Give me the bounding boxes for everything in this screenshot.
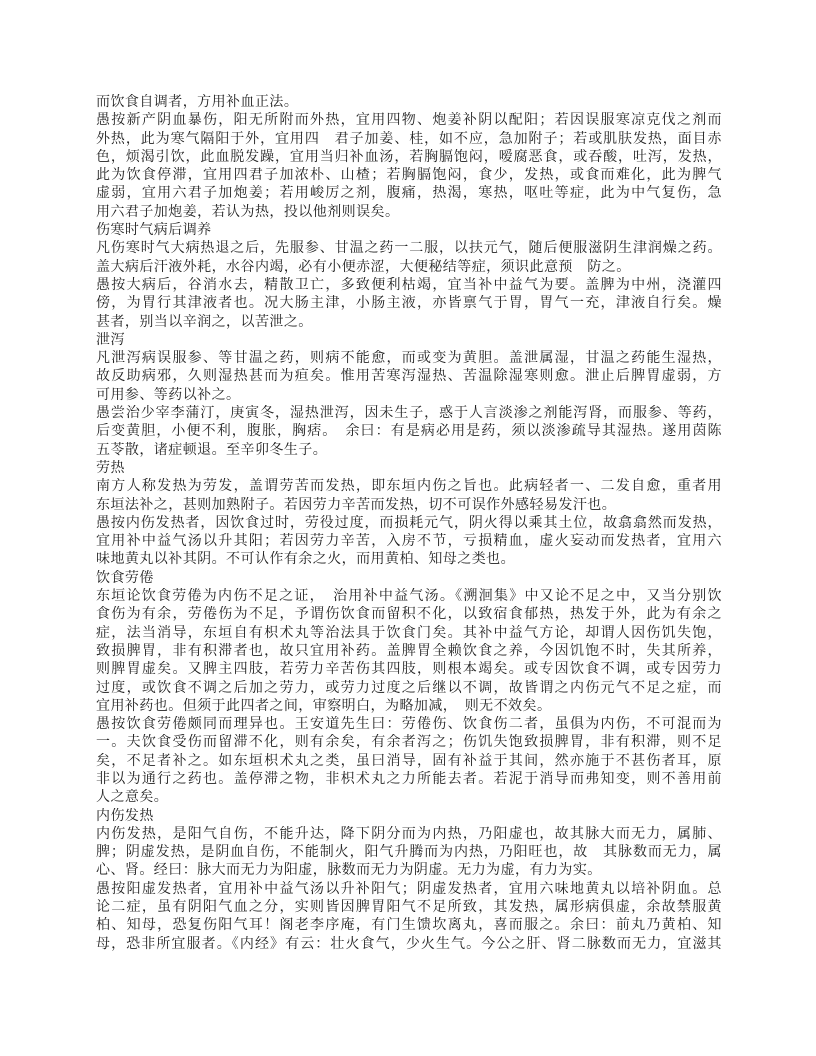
text-line: 症，法当消导，东垣自有枳术丸等治法具于饮食门矣。其补中益气方论，却谓人因伤饥失饱， <box>96 625 722 641</box>
text-line: 盖大病后汗液外耗，水谷内竭，必有小便赤涩，大便秘结等症，须识此意预 防之。 <box>96 259 631 275</box>
text-line: 愚按大病后，谷消水去，精散卫亡，多致便利枯竭，宜当补中益气为要。盖脾为中州，浇灌四 <box>96 277 722 293</box>
text-line: 柏、知母，恐复伤阳气耳！阁老李序庵，有门生馈坎离丸，喜而服之。余曰：前丸乃黄柏、知 <box>96 918 722 934</box>
text-line: 母，恐非所宜服者。《内经》有云：壮火食气，少火生气。今公之肝、肾二脉数而无力，宜滋其 <box>96 936 722 952</box>
text-line: 傍，为胃行其津液者也。况大肠主津，小肠主液，亦皆禀气于胃，胃气一充，津液自行矣。燥 <box>96 296 722 312</box>
text-line: 凡伤寒时气大病热退之后，先服参、甘温之药一二服，以扶元气，随后便服滋阴生津润燥之药。 <box>96 241 722 257</box>
text-line: 论二症，虽有阴阳气血之分，实则皆因脾胃阳气不足所致，其发热，属形病俱虚，余故禁服黄 <box>96 900 722 916</box>
text-line: 愚按内伤发热者，因饮食过时，劳役过度，而损耗元气，阴火得以乘其土位，故翕翕然而发热， <box>96 515 722 531</box>
text-block <box>96 94 722 954</box>
text-line: 非以为通行之药也。盖停滞之物，非枳术丸之力所能去者。若泥于消导而弗知变，则不善用前 <box>96 771 722 787</box>
text-line: 后变黄胆，小便不利，腹胀，胸痞。 余曰：有是病必用是药，须以淡渗疏导其湿热。遂用茵陈 <box>96 424 722 440</box>
text-line: 此为饮食停滞，宜用四君子加浓朴、山楂；若胸膈饱闷，食少，发热，或食而难化，此为脾气 <box>96 168 722 184</box>
text-line: 宜用补药也。但须于此四者之间，审察明白，为略加减， 则无不效矣。 <box>96 698 552 714</box>
text-line: 致损脾胃，非有积滞者也，故只宜用补药。盖脾胃全赖饮食之养，今因饥饱不时，失其所养， <box>96 643 722 659</box>
text-line: 愚尝治少宰李蒲汀，庚寅冬，湿热泄泻，因未生子，惑于人言淡渗之剂能泻肾，而服参、等药， <box>96 406 722 422</box>
text-line: 愚按饮食劳倦颇同而理异也。王安道先生曰：劳倦伤、饮食伤二者，虽俱为内伤，不可混而为 <box>96 717 722 733</box>
section-heading: 饮食劳倦 <box>96 570 154 586</box>
text-line: 南方人称发热为劳发，盖谓劳苦而发热，即东垣内伤之旨也。此病轻者一、二发自愈，重者用 <box>96 479 722 495</box>
text-line: 东垣论饮食劳倦为内伤不足之证， 治用补中益气汤。《溯洄集》中又论不足之中，又当分别饮 <box>96 589 722 605</box>
text-line: 凡泄泻病误服参、等甘温之药，则病不能愈，而或变为黄胆。盖泄属湿，甘温之药能生湿热， <box>96 351 722 367</box>
section-heading: 泄泻 <box>96 332 125 348</box>
text-line: 宜用补中益气汤以升其阳；若因劳力辛苦，入房不节，亏损精血，虚火妄动而发热者，宜用六 <box>96 534 722 550</box>
text-line: 人之意矣。 <box>96 790 169 806</box>
text-line: 可用参、等药以补之。 <box>96 387 241 403</box>
text-line: 甚者，别当以辛润之，以苦泄之。 <box>96 314 313 330</box>
text-line: 脾；阴虚发热，是阴血自伤，不能制火，阳气升腾而为内热，乃阳旺也，故 其脉数而无力，属 <box>96 845 722 861</box>
text-line: 而饮食自调者，方用补血正法。 <box>96 95 299 110</box>
text-line: 用六君子加炮姜，若认为热，投以他剂则误矣。 <box>96 204 400 220</box>
text-line: 东垣法补之，甚则加熟附子。若因劳力辛苦而发热，切不可误作外感轻易发汗也。 <box>96 497 617 513</box>
text-line: 矣，不足者补之。如东垣枳术丸之类，虽曰消导，固有补益于其间，然亦施于不甚伤者耳，原 <box>96 753 722 769</box>
section-heading: 内伤发热 <box>96 808 154 824</box>
text-line: 心、肾。经曰：脉大而无力为阳虚，脉数而无力为阴虚。无力为虚，有力为实。 <box>96 863 602 879</box>
section-heading: 伤寒时气病后调养 <box>96 223 212 239</box>
text-line: 色，烦渴引饮，此血脱发躁，宜用当归补血汤，若胸膈饱闷，嗳腐恶食，或吞酸，吐泻，发热， <box>96 149 722 165</box>
text-line: 一。夫饮食受伤而留滞不化，则有余矣，有余者泻之；伤饥失饱致损脾胃，非有积滞，则不足 <box>96 735 722 751</box>
text-line: 愚按阳虚发热者，宜用补中益气汤以升补阳气；阴虚发热者，宜用六味地黄丸以培补阴血。总 <box>96 881 722 897</box>
text-line: 过度，或饮食不调之后加之劳力，或劳力过度之后继以不调，故皆谓之内伤元气不足之症，而 <box>96 680 722 696</box>
section-heading: 劳热 <box>96 460 125 476</box>
text-line: 愚按新产阴血暴伤，阳无所附而外热，宜用四物、炮姜补阴以配阳；若因误服寒凉克伐之剂而 <box>96 113 722 129</box>
text-line: 味地黄丸以补其阴。不可认作有余之火，而用黄柏、知母之类也。 <box>96 552 516 568</box>
text-line: 虚弱，宜用六君子加炮姜；若用峻厉之剂，腹痛，热渴，寒热，呕吐等症，此为中气复伤，急 <box>96 186 722 202</box>
text-line: 五苓散，诸症顿退。至辛卯冬生子。 <box>96 442 328 458</box>
text-line: 内伤发热，是阳气自伤，不能升达，降下阴分而为内热，乃阳虚也，故其脉大而无力，属肺、 <box>96 826 722 842</box>
text-line: 食伤为有余，劳倦伤为不足，予谓伤饮食而留积不化，以致宿食郁热，热发于外，此为有余之 <box>96 607 722 623</box>
text-line: 外热，此为寒气隔阳于外，宜用四 君子加姜、桂，如不应，急加附子；若或肌肤发热，面目赤 <box>96 131 722 147</box>
text-line: 故反助病邪，久则湿热甚而为疸矣。惟用苦寒泻湿热、苦温除湿寒则愈。泄止后脾胃虚弱，方 <box>96 369 722 385</box>
text-line: 则脾胃虚矣。又脾主四肢，若劳力辛苦伤其四肢，则根本竭矣。或专因饮食不调，或专因劳力 <box>96 662 722 678</box>
